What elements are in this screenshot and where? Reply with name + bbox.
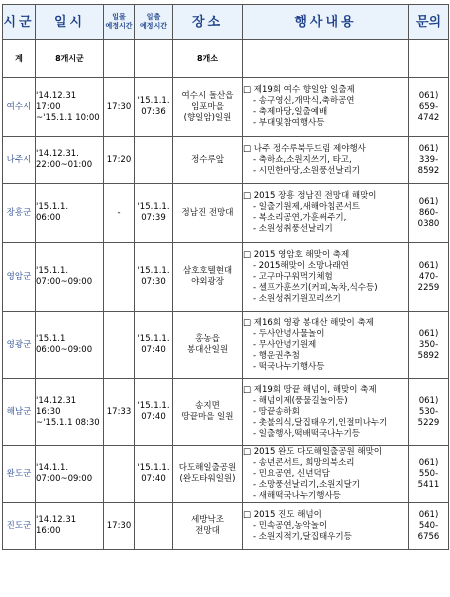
table-row [3,312,449,379]
event-title: □ 2015 진도 해넘이 [243,509,322,520]
cell-datetime: '14.12.31 17:00 ~'15.1.1 10:00 [36,78,104,137]
event-item: - 소원성취풍선날리기 [253,224,333,234]
header-row [3,5,449,40]
event-item: - 축제마당,일출예배 [253,107,328,117]
cell-content [243,446,409,503]
cell-datetime: '15.1.1 06:00~09:00 [36,312,104,379]
cell-contact: 061) 530-5229 [409,379,449,446]
header-sunset: 일몰 예정시간 [104,5,135,40]
header-sunrise: 일출 예정시간 [135,5,173,40]
table-row [3,137,449,184]
event-item: - 소망풍선날리기,소원지달기 [253,479,361,490]
cell-content [243,312,409,379]
table-row [3,379,449,446]
event-item: - 해넘이제(풍물길놀이등) [253,395,348,406]
cell-sunset [104,446,135,503]
event-item: - 셀프가훈쓰기(커피,녹차,식수등) [253,282,378,293]
cell-content [243,184,409,243]
cell-contact: 061) 550-5411 [409,446,449,503]
event-item: - 일출기원제,새해아침콘서트 [253,202,361,212]
event-item: - 무사안녕기원제 [253,339,317,350]
event-item: - 소원성취기원꼬리쓰기 [253,293,341,304]
cell-sunrise: '15.1.1. 07:40 [135,312,173,379]
cell-contact: 061) 860-0380 [409,184,449,243]
cell-contact: 061) 470-2259 [409,243,449,312]
cell-place: 정남진 전망대 [173,184,243,243]
cell-region: 영광군 [3,312,36,379]
cell-contact: 061) 339-8592 [409,137,449,184]
event-item: - 일출행사,떡배떡국나누기등 [253,428,361,439]
cell-sunset: 17:33 [104,379,135,446]
cell-contact: 061) 659-4742 [409,78,449,137]
event-item: - 민요공연, 신년덕담 [253,468,330,479]
cell-sunset: - [104,184,135,243]
event-title: □ 제19회 땅끝 해넘이, 해맞이 축제 [243,384,377,395]
cell-place: 세방낙조 전망대 [173,503,243,550]
cell-content [243,78,409,137]
cell-place: 여수시 돌산읍 임포마을 (향일암)일원 [173,78,243,137]
event-item: - 새해떡국나누기행사등 [253,490,341,501]
cell-sunset: 17:30 [104,78,135,137]
event-title: □ 나주 정수루북두드림 제야행사 [243,143,366,154]
event-item: - 떡국나누기행사등 [253,361,325,372]
cell-contact: 061) 540-6756 [409,503,449,550]
cell-region: 여수시 [3,78,36,137]
cell-sunrise: '15.1.1. 07:40 [135,446,173,503]
event-item: - 촛불의식,달집태우기,인절미나누기 [253,417,388,428]
header-region: 시군 [3,5,36,40]
event-item: - 고구마구워먹기체험 [253,271,333,282]
cell-region: 장흥군 [3,184,36,243]
event-item: - 두사안녕사물놀이 [253,328,325,339]
total-place: 8개소 [173,40,243,78]
cell-place: 삼호호텔현대 야외광장 [173,243,243,312]
cell-sunset [104,243,135,312]
cell-place: 홍농읍 봉대산일원 [173,312,243,379]
cell-sunrise [135,137,173,184]
event-title: □ 2015 영암호 해맞이 축제 [243,249,350,260]
total-row [3,40,449,78]
cell-place: 송지면 땅끝마을 일원 [173,379,243,446]
table-row [3,243,449,312]
total-sunset [104,40,135,78]
event-item: - 행운권추첨 [253,350,300,361]
cell-content [243,137,409,184]
header-place: 장소 [173,5,243,40]
cell-region: 해남군 [3,379,36,446]
cell-sunrise: '15.1.1. 07:30 [135,243,173,312]
table-row [3,78,449,137]
cell-content [243,503,409,550]
event-item: - 시민한마당,소원풍선날리기 [253,165,361,176]
cell-datetime: '14.12.31. 22:00~01:00 [36,137,104,184]
cell-datetime: '14.1.1. 07:00~09:00 [36,446,104,503]
event-item: - 민속공연,농악놀이 [253,520,328,531]
event-title: □ 제19회 여수 향일암 일출제 [243,85,355,95]
cell-datetime: '14.12.31 16:00 [36,503,104,550]
header-content: 행사내용 [243,5,409,40]
event-title: □ 2015 장흥 정남진 전망대 해맞이 [243,191,377,201]
cell-sunset: 17:30 [104,503,135,550]
event-table [2,4,449,550]
table-row [3,503,449,550]
total-sunrise [135,40,173,78]
cell-region: 영암군 [3,243,36,312]
cell-place: 정수루앞 [173,137,243,184]
cell-region: 나주시 [3,137,36,184]
cell-region: 진도군 [3,503,36,550]
event-item: - 송년콘서트, 희망의북소리 [253,457,355,468]
header-datetime: 일시 [36,5,104,40]
total-datetime: 8개시군 [36,40,104,78]
cell-sunrise: '15.1.1. 07:39 [135,184,173,243]
cell-sunrise [135,503,173,550]
event-title: □ 2015 완도 다도해일출공원 해맞이 [243,446,383,457]
cell-sunrise: '15.1.1. 07:36 [135,78,173,137]
event-item: - 2015해맞이 소망나래연 [253,260,349,271]
cell-place: 다도해일출공원 (완도타워일원) [173,446,243,503]
table-row [3,446,449,503]
cell-datetime: '15.1.1. 06:00 [36,184,104,243]
event-item: - 송구영신,개막식,축하공연 [253,96,355,106]
cell-contact: 061) 350-5892 [409,312,449,379]
event-item: - 땅끝송하회 [253,406,300,417]
cell-sunset [104,312,135,379]
header-contact: 문의 [409,5,449,40]
cell-datetime: '15.1.1. 07:00~09:00 [36,243,104,312]
event-item: - 소원지적기,달집태우기등 [253,531,352,542]
event-title: □ 제16회 영광 봉대산 해맞이 축제 [243,317,374,328]
table-row [3,184,449,243]
cell-region: 완도군 [3,446,36,503]
total-content [243,40,409,78]
event-item: - 축하쇼,소원지쓰기, 타고, [253,154,352,165]
cell-content [243,379,409,446]
total-region: 계 [3,40,36,78]
total-contact [409,40,449,78]
event-item: - 복소리공연,가훈써주기, [253,213,347,223]
cell-sunrise: '15.1.1. 07:40 [135,379,173,446]
cell-datetime: '14.12.31 16:30 ~'15.1.1 08:30 [36,379,104,446]
cell-sunset: 17:20 [104,137,135,184]
cell-content [243,243,409,312]
event-item: - 부대및참여행사등 [253,118,325,128]
